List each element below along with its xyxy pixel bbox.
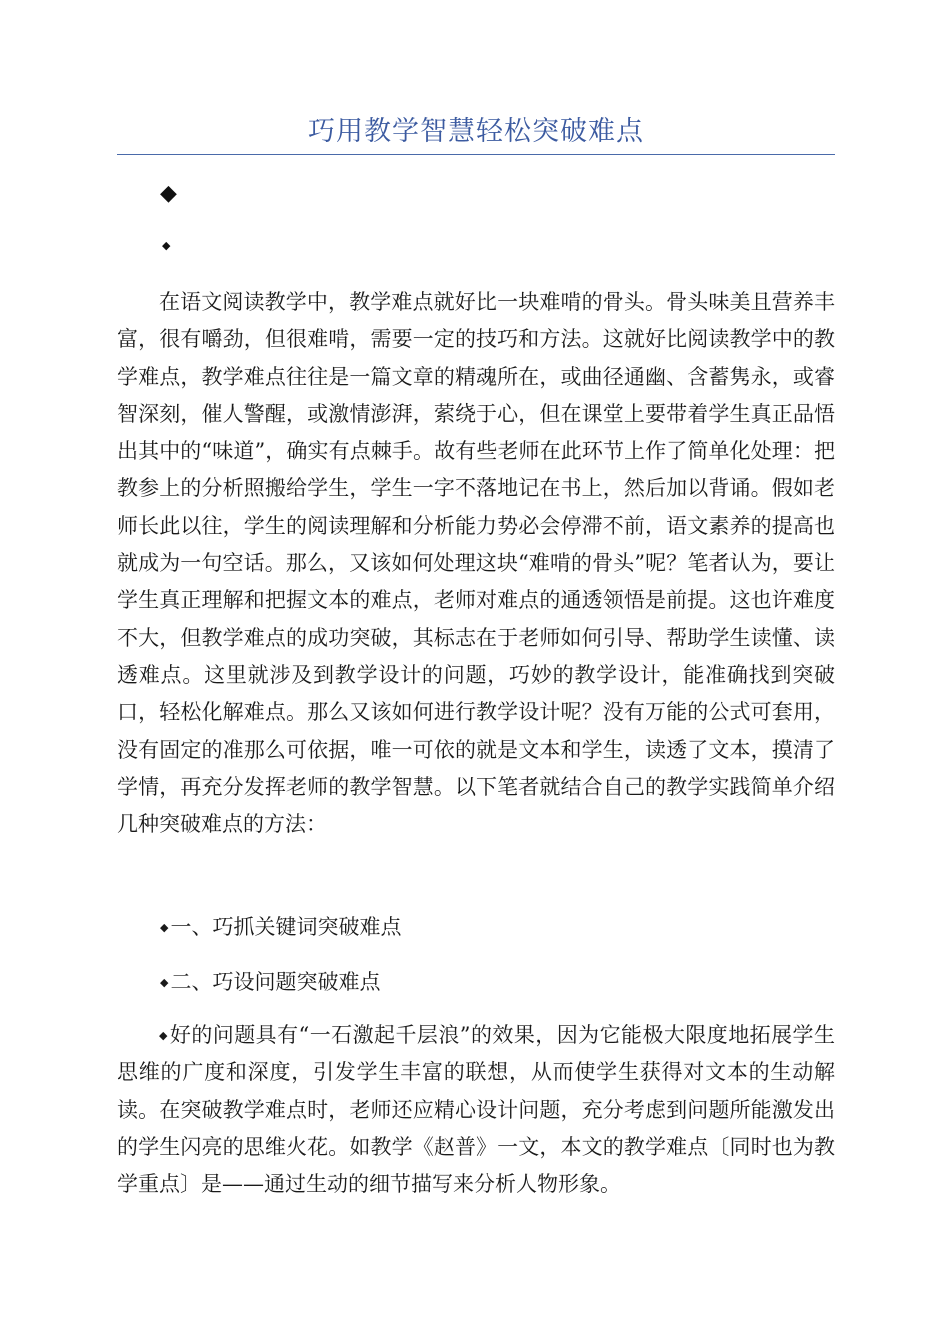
questions-paragraph [117, 1017, 835, 1203]
list-item-questions [160, 964, 835, 1001]
intro-paragraph: 在语文阅读教学中，教学难点就好比一块难啃的骨头。骨头味美且营养丰富，很有嚼劲，但很难啃，需要一定的技巧和方法。这就好比阅读教学中的教学难点，教学难点往往是一篇文章的精魂所在，或曲径通幽、含蓄隽永，或睿智深刻，催人警醒，或激情澎湃，萦绕于心，但在课堂上要带着学生真正品悟出其中的“味道”，确实有点棘手。故有些老师在此环节上作了简单化处理：把教参上的分析照搬给学生，学生一字不落地记在书上，然后加以背诵。假如老师长此以往，学生的阅读理解和分析能力势必会停滞不前，语文素养的提高也就成为一句空话。那么，又该如何处理这块“难啃的骨头”呢？笔者认为，要让学生真正理解和把握文本的难点，老师对难点的通透领悟是前提。这也许难度不大，但教学难点的成功突破，其标志在于老师如何引导、帮助学生读懂、读透难点。这里就涉及到教学设计的问题，巧妙的教学设计，能准确找到突破口，轻松化解难点。那么又该如何进行教学设计呢？没有万能的公式可套用，没有固定的准那么可依据，唯一可依的就是文本和学生，读透了文本，摸清了学情，再充分发挥老师的教学智慧。以下笔者就结合自己的教学实践简单介绍几种突破难点的方法： [117, 290, 835, 837]
diamond-bullet-icon: ◆ [159, 1029, 168, 1042]
title-underline [117, 154, 835, 155]
list-item-label: 一、巧抓关键词突破难点 [170, 915, 402, 939]
questions-paragraph-text: 好的问题具有“一石激起千层浪”的效果，因为它能极大限度地拓展学生思维的广度和深度，引发学生丰富的联想，从而使学生获得对文本的生动解读。在突破教学难点时，老师还应精心设计问题，充分考虑到问题所能激发出的学生闪亮的思维火花。如教学《赵普》一文，本文的教学难点〔同时也为教学重点〕是——通过生动的细节描写来分析人物形象。 [117, 1023, 835, 1197]
small-diamond-bullet: ◆ [162, 239, 171, 252]
large-diamond-bullet: ◆ [160, 181, 177, 206]
list-item-keywords [160, 909, 835, 946]
document-title: 巧用教学智慧轻松突破难点 [308, 116, 644, 147]
list-item-label: 二、巧设问题突破难点 [170, 970, 381, 994]
diamond-bullet-icon: ◆ [160, 976, 169, 989]
diamond-bullet-icon: ◆ [160, 921, 169, 934]
